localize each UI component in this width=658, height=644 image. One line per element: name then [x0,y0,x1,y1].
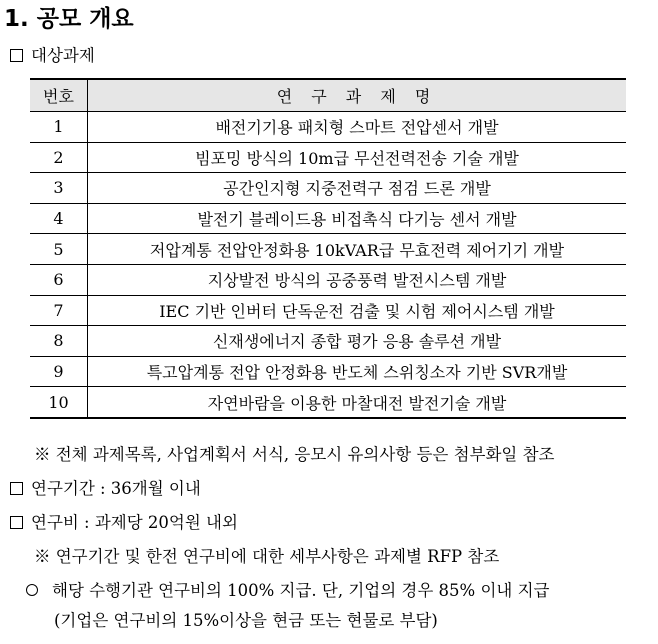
row-no: 2 [30,142,88,173]
budget-line [10,511,238,535]
row-no: 7 [30,295,88,326]
row-name: 공간인지형 지중전력구 점검 드론 개발 [88,173,627,204]
row-no: 3 [30,173,88,204]
table-header-row [30,79,626,112]
table-row [30,326,626,357]
table-row [30,142,626,173]
row-no: 4 [30,203,88,234]
target-label: 대상과제 [31,46,95,65]
row-no: 8 [30,326,88,357]
row-name: IEC 기반 인버터 단독운전 검출 및 시험 제어시스템 개발 [88,295,627,326]
task-table [30,78,626,419]
attachment-note: ※ 전체 과제목록, 사업계획서 서식, 응모시 유의사항 등은 첨부화일 참조 [34,445,555,464]
row-no: 5 [30,234,88,265]
support-text: 해당 수행기관 연구비의 100% 지급. 단, 기업의 경우 85% 이내 지급 [52,581,550,600]
table-row [30,264,626,295]
checkbox-square-icon [10,516,23,529]
row-no: 9 [30,356,88,387]
row-name: 신재생에너지 종합 평가 응용 솔루션 개발 [88,326,627,357]
table-row [30,387,626,418]
row-name: 특고압계통 전압 안정화용 반도체 스위칭소자 기반 SVR개발 [88,356,627,387]
target-heading [10,44,95,68]
support-line [26,579,549,603]
table-row [30,112,626,143]
checkbox-square-icon [10,482,23,495]
row-name: 배전기기용 패치형 스마트 전압센서 개발 [88,112,627,143]
row-name: 지상발전 방식의 공중풍력 발전시스템 개발 [88,264,627,295]
row-no: 1 [30,112,88,143]
row-name: 자연바람을 이용한 마찰대전 발전기술 개발 [88,387,627,418]
table-row [30,295,626,326]
header-no: 번호 [30,79,88,112]
budget-text: 연구비 : 과제당 20억원 내외 [31,513,238,532]
circle-bullet-icon [26,584,38,596]
row-no: 10 [30,387,88,418]
table-row [30,234,626,265]
period-text: 연구기간 : 36개월 이내 [31,479,201,498]
section-title: 1. 공모 개요 [4,6,134,32]
header-name: 연 구 과 제 명 [88,79,627,112]
period-line [10,477,201,501]
row-name: 저압계통 전압안정화용 10kVAR급 무효전력 제어기기 개발 [88,234,627,265]
row-no: 6 [30,264,88,295]
table-row [30,173,626,204]
row-name: 빔포밍 방식의 10m급 무선전력전송 기술 개발 [88,142,627,173]
support-detail: (기업은 연구비의 15%이상을 현금 또는 현물로 부담) [54,611,438,630]
table-row [30,203,626,234]
row-name: 발전기 블레이드용 비접촉식 다기능 센서 개발 [88,203,627,234]
checkbox-square-icon [10,49,23,62]
table-row [30,356,626,387]
rfp-note: ※ 연구기간 및 한전 연구비에 대한 세부사항은 과제별 RFP 참조 [34,547,500,566]
